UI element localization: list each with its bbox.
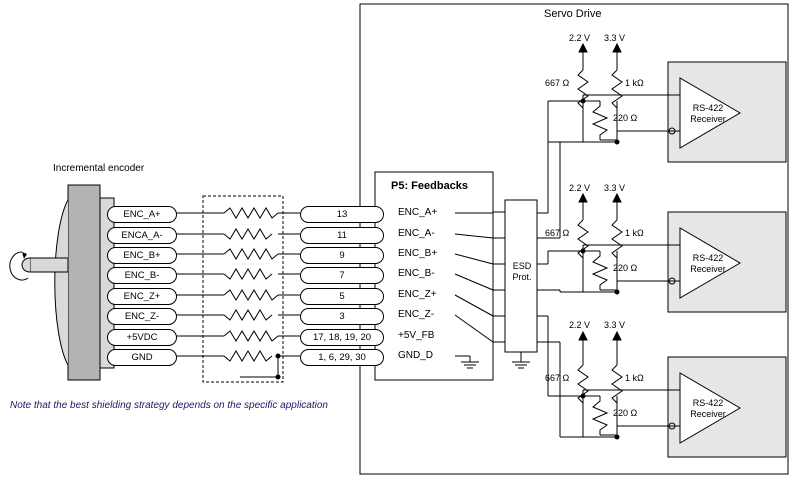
connector-signal: ENC_B+ bbox=[398, 248, 438, 259]
connector-signal: ENC_Z+ bbox=[398, 289, 437, 300]
stage-voltage-right: 3.3 V bbox=[604, 33, 626, 43]
encoder-terminal[interactable]: ENC_Z- bbox=[107, 308, 177, 325]
connector-signal: +5V_FB bbox=[398, 330, 435, 341]
esd-label-line1: ESD bbox=[512, 261, 532, 271]
stage-voltage-left: 2.2 V bbox=[569, 320, 591, 330]
connector-signal: ENC_B- bbox=[398, 268, 435, 279]
stage-resistor-right: 1 kΩ bbox=[625, 78, 644, 88]
stage-resistor-mid: 220 Ω bbox=[613, 113, 638, 123]
servo-drive-title: Servo Drive bbox=[544, 8, 602, 20]
connector-signal: ENC_A+ bbox=[398, 207, 438, 218]
encoder-terminal[interactable]: ENC_A+ bbox=[107, 206, 177, 223]
shielding-note: Note that the best shielding strategy depends on the specific application bbox=[10, 400, 328, 411]
receiver-label-line1: RS-422 bbox=[692, 103, 724, 113]
stage-voltage-left: 2.2 V bbox=[569, 183, 591, 193]
stage-resistor-left: 667 Ω bbox=[545, 228, 570, 238]
connector-pin[interactable]: 3 bbox=[300, 308, 384, 325]
encoder-terminal[interactable]: ENC_B- bbox=[107, 267, 177, 284]
stage-resistor-right: 1 kΩ bbox=[625, 228, 644, 238]
stage-resistor-left: 667 Ω bbox=[545, 373, 570, 383]
p5-feedbacks-title: P5: Feedbacks bbox=[391, 180, 469, 192]
connector-pin[interactable]: 17, 18, 19, 20 bbox=[300, 329, 384, 346]
encoder-terminal[interactable]: ENCA_A- bbox=[107, 227, 177, 244]
connector-pin[interactable]: 11 bbox=[300, 227, 384, 244]
receiver-label-line1: RS-422 bbox=[692, 398, 724, 408]
esd-label-line2: Prot. bbox=[512, 272, 532, 282]
stage-resistor-left: 667 Ω bbox=[545, 78, 570, 88]
connector-signal: ENC_A- bbox=[398, 228, 435, 239]
encoder-terminal[interactable]: ENC_B+ bbox=[107, 247, 177, 264]
encoder-terminal[interactable]: ENC_Z+ bbox=[107, 288, 177, 305]
encoder-terminal[interactable]: GND bbox=[107, 349, 177, 366]
stage-resistor-mid: 220 Ω bbox=[613, 263, 638, 273]
receiver-label-line2: Receiver bbox=[690, 409, 726, 419]
connector-signal: ENC_Z- bbox=[398, 309, 435, 320]
receiver-label-line2: Receiver bbox=[690, 114, 726, 124]
connector-pin[interactable]: 9 bbox=[300, 247, 384, 264]
receiver-label-line1: RS-422 bbox=[692, 253, 724, 263]
stage-resistor-right: 1 kΩ bbox=[625, 373, 644, 383]
connector-pin[interactable]: 13 bbox=[300, 206, 384, 223]
connector-pin[interactable]: 5 bbox=[300, 288, 384, 305]
stage-resistor-mid: 220 Ω bbox=[613, 408, 638, 418]
connector-signal: GND_D bbox=[398, 350, 434, 361]
encoder-terminal[interactable]: +5VDC bbox=[107, 329, 177, 346]
encoder-title: Incremental encoder bbox=[53, 163, 145, 174]
stage-voltage-right: 3.3 V bbox=[604, 320, 626, 330]
connector-pin[interactable]: 1, 6, 29, 30 bbox=[300, 349, 384, 366]
connector-pin[interactable]: 7 bbox=[300, 267, 384, 284]
stage-voltage-right: 3.3 V bbox=[604, 183, 626, 193]
stage-voltage-left: 2.2 V bbox=[569, 33, 591, 43]
receiver-label-line2: Receiver bbox=[690, 264, 726, 274]
